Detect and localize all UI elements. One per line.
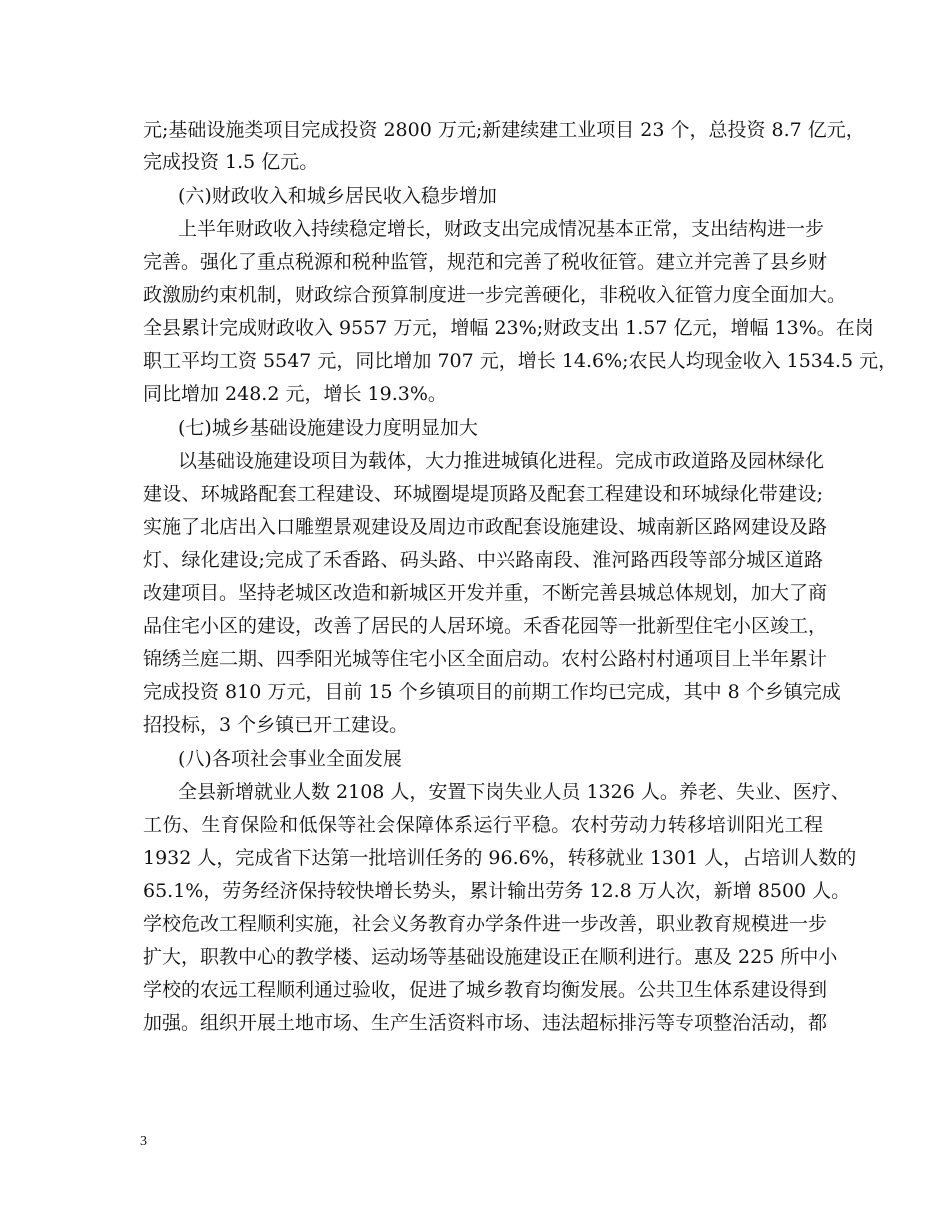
- body-text-line: 全县累计完成财政收入 9557 万元，增幅 23%;财政支出 1.57 亿元，增幅 13%。在岗: [143, 317, 874, 339]
- body-text-line: 加强。组织开展土地市场、生产生活资料市场、违法超标排污等专项整治活动，都: [143, 1012, 828, 1034]
- body-text-line: 全县新增就业人数 2108 人，安置下岗失业人员 1326 人。养老、失业、医疗、: [178, 781, 850, 803]
- body-text-line: 灯、绿化建设;完成了禾香路、码头路、中兴路南段、淮河路西段等部分城区道路: [143, 549, 823, 571]
- body-text-line: 改建项目。坚持老城区改造和新城区开发并重，不断完善县城总体规划，加大了商: [143, 582, 828, 604]
- body-text-line: 65.1%，劳务经济保持较快增长势头，累计输出劳务 12.8 万人次，新增 8500 人。: [143, 880, 851, 902]
- body-text-line: 工伤、生育保险和低保等社会保障体系运行平稳。农村劳动力转移培训阳光工程: [143, 814, 823, 836]
- body-text-line: 学校的农远工程顺利通过验收，促进了城乡教育均衡发展。公共卫生体系建设得到: [143, 979, 828, 1001]
- body-text-line: 建设、环城路配套工程建设、环城圈堤堤顶路及配套工程建设和环城绿化带建设;: [143, 483, 823, 505]
- body-text-line: 以基础设施建设项目为载体，大力推进城镇化进程。完成市政道路及园林绿化: [178, 450, 825, 472]
- body-text-line: 完成投资 810 万元，目前 15 个乡镇项目的前期工作均已完成，其中 8 个乡镇完成: [143, 681, 841, 703]
- body-text-line: 扩大，职教中心的教学楼、运动场等基础设施建设正在顺利进行。惠及 225 所中小: [143, 946, 838, 968]
- body-text-line: 1932 人，完成省下达第一批培训任务的 96.6%，转移就业 1301 人，占培训人数的: [143, 847, 857, 869]
- body-text-line: 招投标，3 个乡镇已开工建设。: [143, 714, 409, 736]
- section-heading: (七)城乡基础设施建设力度明显加大: [178, 417, 478, 439]
- body-text-line: 完成投资 1.5 亿元。: [143, 151, 319, 173]
- body-text-line: 职工平均工资 5547 元，同比增加 707 元，增长 14.6%;农民人均现金收入 1534.5 元，: [143, 350, 898, 372]
- body-text-line: 锦绣兰庭二期、四季阳光城等住宅小区全面启动。农村公路村村通项目上半年累计: [143, 648, 828, 670]
- section-heading: (六)财政收入和城乡居民收入稳步增加: [178, 185, 497, 207]
- body-text-line: 完善。强化了重点税源和税种监管，规范和完善了税收征管。建立并完善了县乡财: [143, 251, 828, 273]
- body-text-line: 同比增加 248.2 元，增长 19.3%。: [143, 383, 447, 405]
- body-text-line: 元;基础设施类项目完成投资 2800 万元;新建续建工业项目 23 个，总投资 8.7 亿元，: [143, 119, 865, 141]
- page-number: 3: [140, 1134, 147, 1149]
- section-heading: (八)各项社会事业全面发展: [178, 748, 402, 770]
- body-text-line: 学校危改工程顺利实施，社会义务教育办学条件进一步改善，职业教育规模进一步: [143, 913, 828, 935]
- body-text-line: 品住宅小区的建设，改善了居民的人居环境。禾香花园等一批新型住宅小区竣工，: [143, 615, 828, 637]
- body-text-line: 上半年财政收入持续稳定增长，财政支出完成情况基本正常，支出结构进一步: [178, 218, 825, 240]
- body-text-line: 政激励约束机制，财政综合预算制度进一步完善硬化，非税收入征管力度全面加大。: [143, 284, 847, 306]
- body-text-line: 实施了北店出入口雕塑景观建设及周边市政配套设施建设、城南新区路网建设及路: [143, 516, 828, 538]
